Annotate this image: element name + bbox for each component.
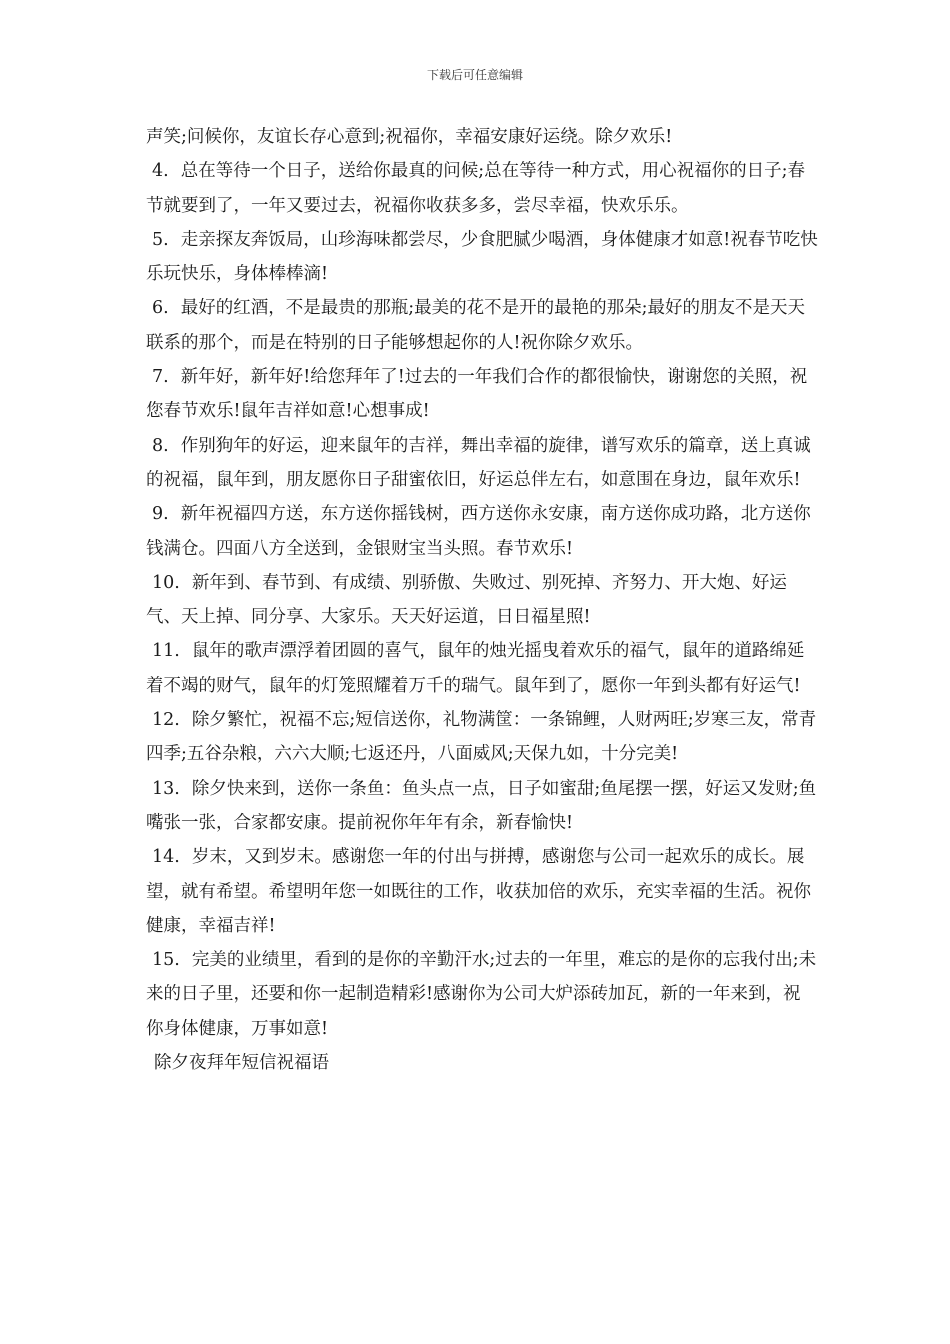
item-number: 10. xyxy=(152,572,180,593)
item-number: 5. xyxy=(152,229,169,250)
item-number: 7. xyxy=(152,367,169,388)
item-number: 4. xyxy=(152,161,169,182)
item-text: 新年到、春节到、有成绩、别骄傲、失败过、别死掉、齐努力、开大炮、好运气、天上掉、同分享、大家乐。天天好运道，日日福星照! xyxy=(146,572,787,628)
item-text: 总在等待一个日子，送给你最真的问候;总在等待一种方式，用心祝福你的日子;春节就要到了，一年又要过去，祝福你收获多多，尝尽幸福，快欢乐乐。 xyxy=(146,161,805,216)
list-item xyxy=(146,566,818,635)
item-number: 11. xyxy=(152,641,180,662)
item-text: 完美的业绩里，看到的是你的辛勤汗水;过去的一年里，难忘的是你的忘我付出;未来的日子里，还要和你一起制造精彩!感谢你为公司大炉添砖加瓦，新的一年来到，祝你身体健康，万事如意! xyxy=(146,950,817,1039)
page-header: 下载后可任意编辑 xyxy=(426,68,523,82)
item-text: 最好的红酒，不是最贵的那瓶;最美的花不是开的最艳的那朵;最好的朋友不是天天联系的那个，而是在特别的日子能够想起你的人!祝你除夕欢乐。 xyxy=(146,298,805,353)
item-number: 8. xyxy=(152,435,169,456)
list-item xyxy=(146,840,818,943)
list-item xyxy=(146,154,818,223)
paragraph-text: 声笑;问候你，友谊长存心意到;祝福你，幸福安康好运绕。除夕欢乐! xyxy=(146,127,673,147)
list-item xyxy=(146,360,818,429)
paragraph-continued xyxy=(146,120,818,154)
list-item xyxy=(146,497,818,566)
item-number: 15. xyxy=(152,950,180,971)
item-text: 走亲探友奔饭局，山珍海味都尝尽，少食肥腻少喝酒，身体健康才如意!祝春节吃快乐玩快乐，身体棒棒滴! xyxy=(146,229,818,285)
item-number: 14. xyxy=(152,847,180,868)
item-text: 除夕快来到，送你一条鱼：鱼头点一点，日子如蜜甜;鱼尾摆一摆，好运又发财;鱼嘴张一张，合家都安康。提前祝你年年有余，新春愉快! xyxy=(146,778,817,833)
item-number: 13. xyxy=(152,778,180,799)
item-text: 岁末，又到岁末。感谢您一年的付出与拼搏，感谢您与公司一起欢乐的成长。展望，就有希望。希望明年您一如既往的工作，收获加倍的欢乐，充实幸福的生活。祝你健康，幸福吉祥! xyxy=(146,847,811,936)
item-text: 新年好，新年好!给您拜年了!过去的一年我们合作的都很愉快，谢谢您的关照，祝您春节欢乐!鼠年吉祥如意!心想事成! xyxy=(146,367,808,422)
item-number: 12. xyxy=(152,710,180,731)
item-number: 6. xyxy=(152,298,169,319)
list-item xyxy=(146,634,818,703)
list-item xyxy=(146,291,818,360)
list-item xyxy=(146,223,818,292)
item-text: 新年祝福四方送，东方送你摇钱树，西方送你永安康，南方送你成功路，北方送你钱满仓。四面八方全送到，金银财宝当头照。春节欢乐! xyxy=(146,504,811,559)
item-text: 作别狗年的好运，迎来鼠年的吉祥，舞出幸福的旋律，谱写欢乐的篇章，送上真诚的祝福，鼠年到，朋友愿你日子甜蜜依旧，好运总伴左右，如意围在身边，鼠年欢乐! xyxy=(146,435,811,490)
section-heading: 除夕夜拜年短信祝福语 xyxy=(154,1053,329,1074)
item-text: 除夕繁忙，祝福不忘;短信送你，礼物满筐：一条锦鲤，人财两旺;岁寒三友，常青四季;五谷杂粮，六六大顺;七返还丹，八面威风;天保九如，十分完美! xyxy=(146,710,817,765)
list-item xyxy=(146,772,818,841)
item-number: 9. xyxy=(152,504,169,525)
item-text: 鼠年的歌声漂浮着团圆的喜气，鼠年的烛光摇曳着欢乐的福气，鼠年的道路绵延着不竭的财气，鼠年的灯笼照耀着万千的瑞气。鼠年到了，愿你一年到头都有好运气! xyxy=(146,641,805,696)
document-body xyxy=(146,120,818,1080)
list-item xyxy=(146,429,818,498)
list-item xyxy=(146,703,818,772)
list-item xyxy=(146,943,818,1046)
